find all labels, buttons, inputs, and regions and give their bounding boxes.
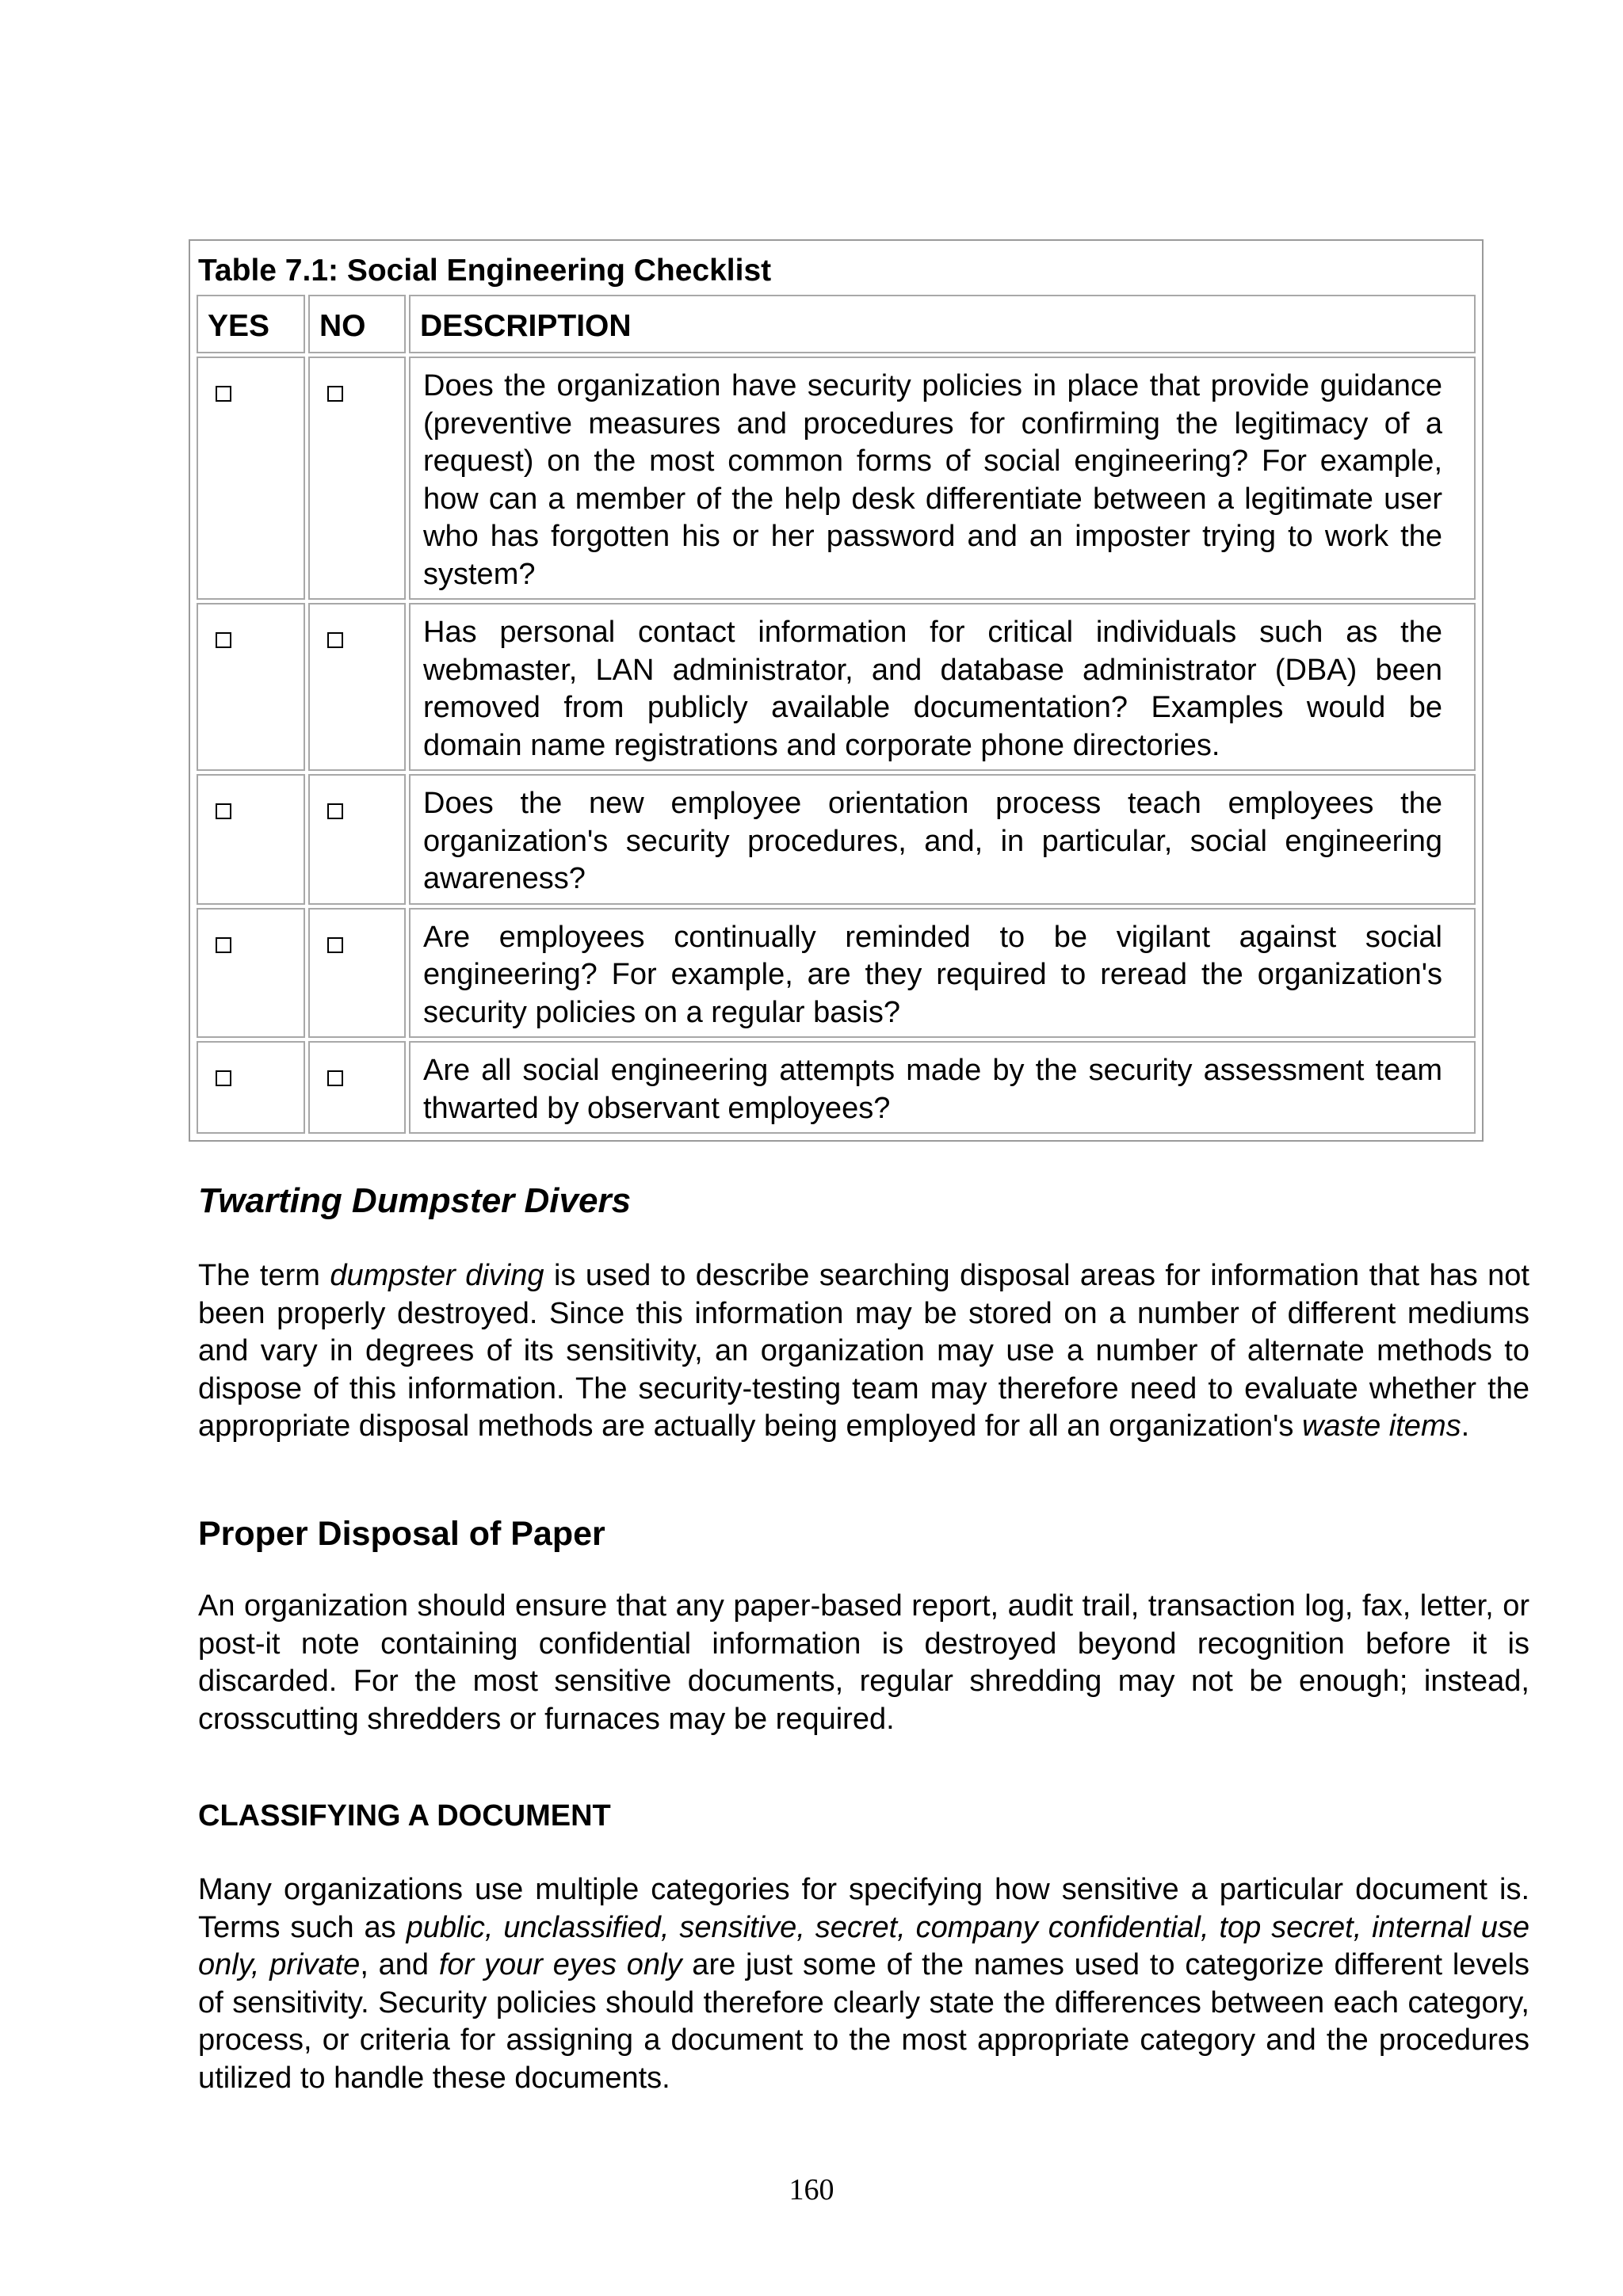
yes-cell [197, 908, 305, 1039]
paragraph-paper-disposal: An organization should ensure that any paper-based report, audit trail, transaction log, fax, letter, or post-it note containing confidential information is destroyed beyond recognition before it is discarded. For the most sensitive documents, regular shredding may not be enough; instead, crosscutting shredders or furnaces may be required. [198, 1589, 1529, 1736]
no-checkbox[interactable] [327, 803, 343, 819]
description-cell: Does the new employee orientation process teach employees the organization's security procedures, and, in particular, social engineering awareness? [409, 774, 1476, 905]
column-header-description: DESCRIPTION [409, 295, 1476, 353]
column-header-yes: YES [197, 295, 305, 353]
checklist-table [193, 292, 1479, 1137]
paragraph-text: are just some of the names used to categorize different levels of sensitivity. Security policies should therefore clearly state the differences between each category, process, or criteria for assigning a document to the most appropriate category and the procedures utilized to handle these documents. [198, 1948, 1530, 2095]
section-heading-dumpster-divers: Twarting Dumpster Divers [198, 1181, 632, 1220]
yes-checkbox[interactable] [216, 937, 231, 953]
table-row [197, 908, 1476, 1039]
table-row [197, 1041, 1476, 1134]
section-heading-classifying: CLASSIFYING A DOCUMENT [198, 1799, 611, 1833]
yes-checkbox[interactable] [216, 803, 231, 819]
yes-cell [197, 603, 305, 771]
no-cell [308, 1041, 406, 1134]
paragraph-text: is used to describe searching disposal areas for information that has not been properly destroyed. Since this information may be stored on a number of different mediums and vary in degrees of its sensitivity, an organization may use a number of alternate methods to dispose of this information. The security-testing team may therefore need to evaluate whether the appropriate disposal methods are actually being employed for all an organization's [198, 1259, 1529, 1443]
table-row [197, 603, 1476, 771]
paragraph-dumpster-diving [198, 1257, 1529, 1446]
paragraph-classifying [198, 1871, 1529, 2097]
no-checkbox[interactable] [327, 1070, 343, 1086]
table-row [197, 774, 1476, 905]
header-row [197, 295, 1476, 353]
emphasis-term: for your eyes only [438, 1948, 682, 1981]
no-checkbox[interactable] [327, 632, 343, 648]
no-cell [308, 603, 406, 771]
page-number: 160 [789, 2173, 834, 2206]
table-title: Table 7.1: Social Engineering Checklist [198, 254, 772, 288]
emphasis-term: waste items [1301, 1409, 1461, 1443]
no-checkbox[interactable] [327, 386, 343, 402]
section-heading-paper-disposal: Proper Disposal of Paper [198, 1515, 605, 1553]
no-cell [308, 774, 406, 905]
description-cell: Has personal contact information for critical individuals such as the webmaster, LAN administrator, and database administrator (DBA) been removed from publicly available documentation? Examples would be domain name registrations and corporate phone directories. [409, 603, 1476, 771]
social-engineering-checklist [189, 239, 1484, 1142]
table-row [197, 357, 1476, 600]
description-cell: Does the organization have security policies in place that provide guidance (preventive measures and procedures for confirming the legitimacy of a request) on the most common forms of social engineering? For example, how can a member of the help desk differentiate between a legitimate user who has forgotten his or her password and an imposter trying to work the system? [409, 357, 1476, 600]
paragraph-text: The term [198, 1259, 330, 1292]
yes-cell [197, 357, 305, 600]
paragraph-text: . [1461, 1409, 1470, 1443]
no-cell [308, 357, 406, 600]
yes-checkbox[interactable] [216, 386, 231, 402]
no-cell [308, 908, 406, 1039]
description-cell: Are employees continually reminded to be vigilant against social engineering? For example, are they required to reread the organization's security policies on a regular basis? [409, 908, 1476, 1039]
yes-cell [197, 774, 305, 905]
yes-cell [197, 1041, 305, 1134]
paragraph-text: Many organizations use multiple categories for specifying how sensitive a particular document is. Terms such as [198, 1873, 1529, 1944]
yes-checkbox[interactable] [216, 1070, 231, 1086]
paragraph-text: , and [360, 1948, 439, 1981]
yes-checkbox[interactable] [216, 632, 231, 648]
column-header-no: NO [308, 295, 406, 353]
emphasis-term: dumpster diving [330, 1259, 544, 1292]
no-checkbox[interactable] [327, 937, 343, 953]
emphasis-term: public, unclassified, sensitive, secret, company confidential, top secret, internal use only, private [198, 1910, 1529, 1981]
description-cell: Are all social engineering attempts made by the security assessment team thwarted by observant employees? [409, 1041, 1476, 1134]
